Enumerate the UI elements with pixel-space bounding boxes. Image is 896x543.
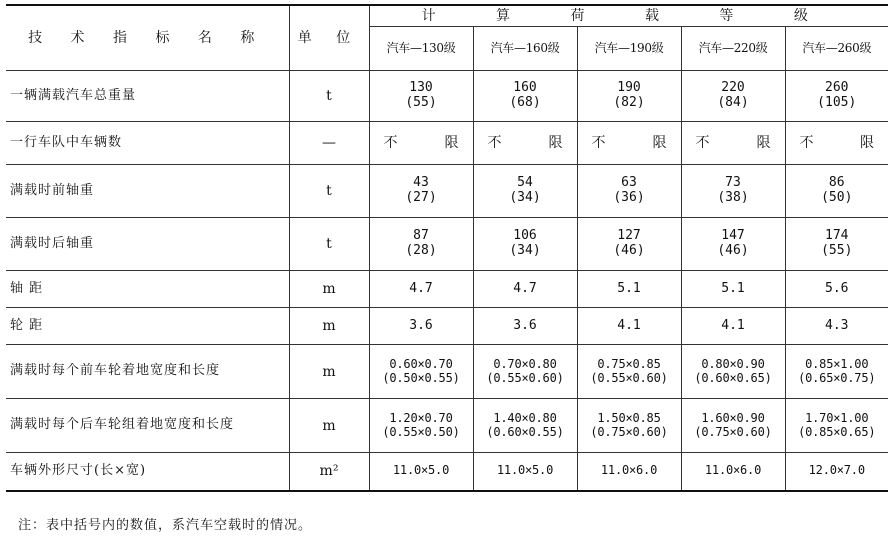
header-class-4: 汽车—220级 (681, 27, 785, 71)
empty-value: (38) (717, 190, 749, 206)
loaded-value: 174 (825, 228, 849, 244)
unlimited-value (578, 135, 681, 151)
value-cell (369, 453, 473, 491)
table-row (6, 122, 888, 165)
load-grade-table (6, 4, 888, 492)
value-cell (681, 218, 785, 271)
value-cell (577, 453, 681, 491)
row-name: 轮 距 (6, 308, 289, 345)
loaded-value: 3.6 (409, 317, 433, 333)
value-cell (473, 271, 577, 308)
loaded-value: 147 (721, 228, 745, 244)
empty-value: (34) (509, 190, 541, 206)
value-cell (681, 122, 785, 165)
row-unit: — (289, 122, 369, 165)
empty-value: (0.75×0.60) (590, 424, 668, 439)
value-cell (369, 345, 473, 399)
value-cell (785, 399, 888, 453)
value-text: 不 (695, 135, 710, 152)
value-text: 限 (860, 135, 874, 152)
row-name: 轴 距 (6, 271, 289, 308)
loaded-value: 260 (825, 80, 849, 96)
loaded-value: 11.0×6.0 (600, 463, 658, 478)
row-name: 车辆外形尺寸(长×宽) (6, 453, 289, 491)
empty-value: (55) (405, 95, 437, 111)
empty-value: (50) (821, 190, 853, 206)
loaded-value: 11.0×6.0 (704, 463, 762, 478)
table-row (6, 271, 888, 308)
value-cell (785, 308, 888, 345)
value-cell (681, 308, 785, 345)
loaded-value: 1.70×1.00 (805, 410, 869, 425)
loaded-value: 1.60×0.90 (701, 410, 765, 425)
empty-value: (105) (817, 95, 857, 111)
empty-value: (55) (821, 243, 853, 259)
value-text: 限 (756, 135, 771, 152)
header-class-5: 汽车—260级 (785, 27, 888, 71)
loaded-value: 73 (725, 175, 741, 191)
value-text: 不 (487, 135, 502, 152)
value-cell (577, 122, 681, 165)
load-grade-table-sheet (6, 4, 888, 492)
value-cell (681, 165, 785, 218)
empty-value: (46) (613, 243, 645, 259)
table-row (6, 453, 888, 491)
empty-value: (0.55×0.60) (486, 370, 564, 385)
loaded-value: 106 (513, 228, 537, 244)
value-cell (473, 345, 577, 399)
loaded-value: 12.0×7.0 (808, 463, 865, 478)
loaded-value: 0.85×1.00 (805, 356, 869, 371)
loaded-value: 11.0×5.0 (392, 463, 450, 478)
value-cell (577, 271, 681, 308)
empty-value: (0.65×0.75) (798, 370, 876, 385)
row-unit: m (289, 271, 369, 308)
unlimited-value (474, 135, 577, 151)
value-cell (785, 453, 888, 491)
row-unit: m (289, 399, 369, 453)
loaded-value: 54 (517, 175, 533, 191)
value-cell (577, 308, 681, 345)
table-row (6, 71, 888, 122)
row-unit: t (289, 218, 369, 271)
value-text: 不 (383, 135, 398, 152)
empty-value: (46) (717, 243, 749, 259)
value-cell (369, 399, 473, 453)
value-cell (681, 453, 785, 491)
value-cell (369, 71, 473, 122)
unlimited-value (682, 135, 785, 151)
table-row (6, 308, 888, 345)
row-unit: m (289, 308, 369, 345)
value-cell (681, 345, 785, 399)
value-cell (473, 453, 577, 491)
value-cell (473, 71, 577, 122)
loaded-value: 220 (721, 80, 745, 96)
value-cell (681, 399, 785, 453)
value-cell (369, 218, 473, 271)
header-class-3: 汽车—190级 (577, 27, 681, 71)
value-text: 不 (591, 135, 606, 152)
value-cell (785, 165, 888, 218)
value-text: 限 (548, 135, 563, 152)
value-cell (785, 71, 888, 122)
empty-value: (27) (405, 190, 437, 206)
loaded-value: 11.0×5.0 (496, 463, 554, 478)
loaded-value: 0.70×0.80 (493, 356, 557, 371)
value-cell (681, 71, 785, 122)
row-name: 一辆满载汽车总重量 (6, 71, 289, 122)
row-name: 满载时前轴重 (6, 165, 289, 218)
loaded-value: 1.50×0.85 (597, 410, 661, 425)
loaded-value: 5.1 (721, 280, 745, 296)
value-cell (473, 399, 577, 453)
unlimited-value (786, 135, 889, 151)
loaded-value: 4.7 (409, 280, 433, 296)
row-name: 满载时每个前车轮着地宽度和长度 (6, 345, 289, 399)
empty-value: (84) (717, 95, 749, 111)
header-class-1: 汽车—130级 (369, 27, 473, 71)
value-cell (369, 308, 473, 345)
loaded-value: 4.1 (721, 317, 745, 333)
empty-value: (28) (405, 243, 437, 259)
loaded-value: 160 (513, 80, 537, 96)
row-name: 满载时每个后车轮组着地宽度和长度 (6, 399, 289, 453)
row-unit: t (289, 165, 369, 218)
value-cell (369, 122, 473, 165)
loaded-value: 127 (617, 228, 641, 244)
value-text: 不 (799, 135, 814, 152)
empty-value: (82) (613, 95, 645, 111)
value-text: 限 (444, 135, 459, 152)
value-cell (785, 271, 888, 308)
loaded-value: 0.80×0.90 (701, 356, 765, 371)
header-name-column: 技 术 指 标 名 称 (6, 5, 289, 71)
loaded-value: 43 (413, 175, 429, 191)
row-name: 满载时后轴重 (6, 218, 289, 271)
table-row (6, 345, 888, 399)
value-cell (681, 271, 785, 308)
loaded-value: 3.6 (513, 317, 537, 333)
empty-value: (34) (509, 243, 541, 259)
loaded-value: 63 (621, 175, 637, 191)
value-cell (473, 122, 577, 165)
unlimited-value (370, 135, 473, 151)
loaded-value: 4.1 (617, 317, 641, 333)
table-row (6, 218, 888, 271)
loaded-value: 87 (413, 228, 429, 244)
row-unit: t (289, 71, 369, 122)
empty-value: (36) (613, 190, 645, 206)
empty-value: (0.60×0.65) (694, 370, 772, 385)
value-cell (577, 71, 681, 122)
loaded-value: 5.6 (825, 280, 849, 296)
empty-value: (0.60×0.55) (486, 424, 564, 439)
value-cell (577, 218, 681, 271)
table-row (6, 165, 888, 218)
loaded-value: 0.75×0.85 (597, 356, 661, 371)
table-row (6, 399, 888, 453)
header-class-2: 汽车—160级 (473, 27, 577, 71)
table-footnote: 注：表中括号内的数值，系汽车空载时的情况。 (18, 518, 313, 533)
empty-value: (0.85×0.65) (798, 424, 876, 439)
empty-value: (68) (509, 95, 541, 111)
value-cell (785, 218, 888, 271)
value-cell (577, 399, 681, 453)
loaded-value: 130 (409, 80, 433, 96)
empty-value: (0.55×0.50) (382, 424, 460, 439)
value-cell (473, 218, 577, 271)
value-cell (577, 165, 681, 218)
row-name: 一行车队中车辆数 (6, 122, 289, 165)
loaded-value: 86 (828, 175, 845, 191)
loaded-value: 4.3 (825, 317, 849, 333)
loaded-value: 5.1 (617, 280, 641, 296)
value-cell (473, 308, 577, 345)
loaded-value: 190 (617, 80, 641, 96)
loaded-value: 4.7 (513, 280, 537, 296)
value-cell (369, 271, 473, 308)
empty-value: (0.75×0.60) (694, 424, 772, 439)
value-cell (785, 345, 888, 399)
value-cell (473, 165, 577, 218)
loaded-value: 1.40×0.80 (493, 410, 557, 425)
value-cell (785, 122, 888, 165)
value-cell (577, 345, 681, 399)
empty-value: (0.55×0.60) (590, 370, 668, 385)
header-unit-column: 单 位 (289, 5, 369, 71)
loaded-value: 0.60×0.70 (389, 356, 453, 371)
value-cell (369, 165, 473, 218)
row-unit: m² (289, 453, 369, 491)
empty-value: (0.50×0.55) (382, 370, 460, 385)
loaded-value: 1.20×0.70 (389, 410, 453, 425)
header-load-grade-group: 计 算 荷 载 等 级 (369, 5, 888, 27)
row-unit: m (289, 345, 369, 399)
value-text: 限 (652, 135, 667, 152)
